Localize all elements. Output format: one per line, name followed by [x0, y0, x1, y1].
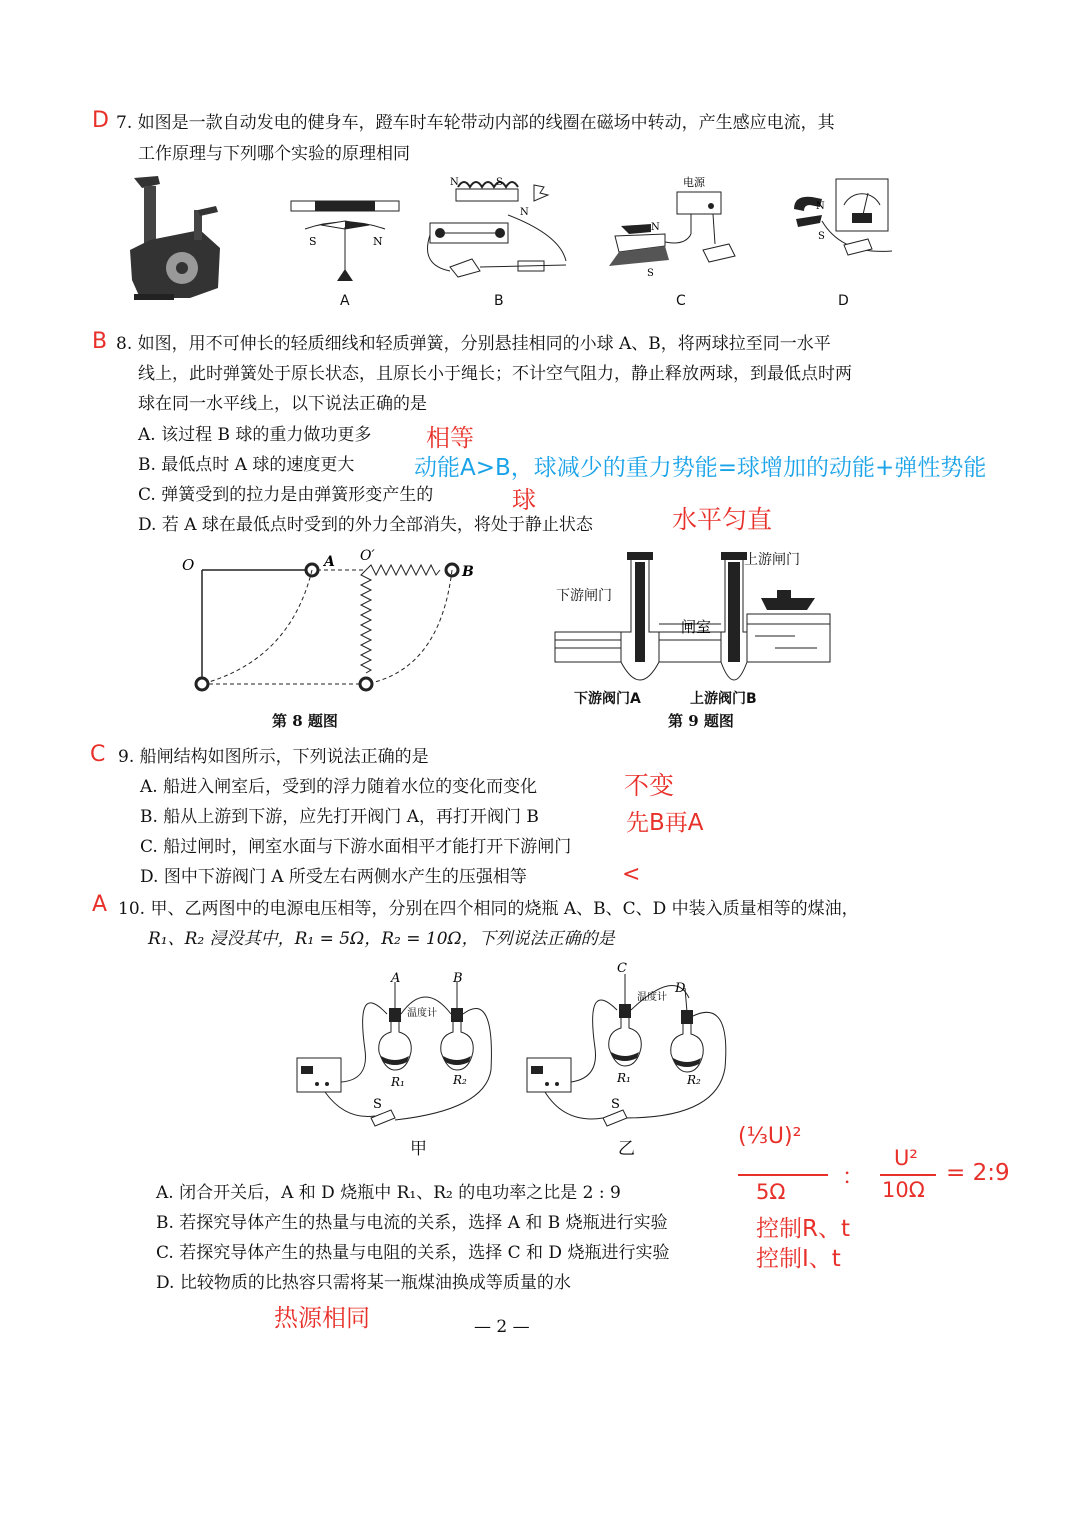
q9-answer: C: [90, 742, 106, 767]
q9-fig-upper-gate-label: 上游闸门: [744, 552, 800, 568]
q8-option-c: C. 弹簧受到的拉力是由弹簧形变产生的: [138, 485, 434, 505]
q9-option-d: D. 图中下游阀门 A 所受左右两侧水产生的压强相等: [140, 867, 527, 887]
q7-c-n-label: N: [651, 222, 660, 233]
q10-formula-colon: ：: [842, 1165, 865, 1190]
q10-formula-bar2: [880, 1174, 936, 1176]
q10-stem-line2: R₁、R₂ 浸没其中，R₁ = 5Ω，R₂ = 10Ω，下列说法正确的是: [148, 929, 615, 949]
q9-fig-lower-gate-label: 下游闸门: [556, 588, 612, 604]
q10-fig-r1-left-label: R₁: [391, 1075, 405, 1089]
q10-formula-result: = 2:9: [946, 1160, 1010, 1186]
q8-note-a: 相等: [426, 424, 474, 452]
q7-b-n2-label: N: [520, 207, 529, 218]
q10-fig-d-label: D: [675, 981, 686, 996]
q10-note-c: 控制I、t: [756, 1246, 841, 1272]
q8-fig-o2-label: O′: [360, 548, 375, 564]
q10-fig-s-right-label: S: [611, 1097, 620, 1112]
q8-note-d: 水平匀直: [672, 505, 773, 534]
q8-stem-line1: 8. 如图，用不可伸长的轻质细线和轻质弹簧，分别悬挂相同的小球 A、B，将两球拉至同一水平: [116, 334, 831, 354]
q10-fig-s-left-label: S: [373, 1097, 382, 1112]
q9-note-a: 不变: [624, 771, 675, 800]
q8-option-a: A. 该过程 B 球的重力做功更多: [138, 425, 372, 445]
q9-figure-caption: 第 9 题图: [668, 712, 734, 730]
q7-answer: D: [92, 108, 109, 133]
q7-stem-line1: 7. 如图是一款自动发电的健身车，蹬车时车轮带动内部的线圈在磁场中转动，产生感应电流，其: [116, 113, 835, 133]
q10-formula-den1: 5Ω: [756, 1180, 786, 1204]
q10-fig-r2-right-label: R₂: [687, 1073, 701, 1087]
exercise-bike-figure: [120, 170, 240, 300]
q10-fig-b-label: B: [453, 971, 463, 986]
q10-fig-r1-right-label: R₁: [617, 1071, 631, 1085]
q10-formula-num1: (⅓U)²: [738, 1124, 802, 1149]
q10-circuit-left: [295, 970, 505, 1130]
q7-figure-c: [605, 172, 740, 287]
q8-figure: [180, 550, 480, 700]
q7-a-s-label: S: [309, 235, 317, 248]
q10-option-b: B. 若探究导体产生的热量与电流的关系，选择 A 和 B 烧瓶进行实验: [156, 1213, 668, 1233]
q8-answer: B: [92, 329, 108, 354]
q8-option-d: D. 若 A 球在最低点时受到的外力全部消失，将处于静止状态: [138, 515, 593, 535]
q7-a-n-label: N: [373, 235, 383, 248]
q7-b-n-label: N: [450, 177, 459, 188]
q9-stem: 9. 船闸结构如图所示，下列说法正确的是: [118, 747, 429, 767]
q7-figure-a-label: A: [340, 293, 350, 309]
q10-stem-line1: 10. 甲、乙两图中的电源电压相等，分别在四个相同的烧瓶 A、B、C、D 中装入质量相等的煤油，: [118, 899, 859, 919]
q9-option-b: B. 船从上游到下游，应先打开阀门 A，再打开阀门 B: [140, 807, 539, 827]
q8-fig-a-label: A: [324, 554, 335, 570]
q9-fig-chamber-label: 闸室: [681, 618, 712, 636]
q7-d-n-label: N: [816, 201, 825, 212]
q7-c-power-label: 电源: [683, 176, 705, 189]
q10-circuit-right: [525, 958, 740, 1128]
q8-fig-b-label: B: [462, 564, 474, 580]
q10-fig-caption-left: 甲: [410, 1139, 427, 1159]
q7-figure-b-label: B: [494, 293, 504, 309]
q9-note-d: <: [622, 862, 641, 887]
q10-option-c: C. 若探究导体产生的热量与电阻的关系，选择 C 和 D 烧瓶进行实验: [156, 1243, 670, 1263]
q8-stem-line2: 线上，此时弹簧处于原长状态，且原长小于绳长；不计空气阻力，静止释放两球，到最低点时两: [138, 364, 852, 384]
q10-option-d: D. 比较物质的比热容只需将某一瓶煤油换成等质量的水: [156, 1273, 571, 1293]
q7-figure-d: [782, 175, 907, 270]
q8-note-b: 动能A>B，球减少的重力势能=球增加的动能+弹性势能: [414, 455, 987, 481]
q9-note-b: 先B再A: [626, 810, 704, 836]
q7-d-s-label: S: [818, 231, 825, 242]
q10-note-d: 热源相同: [274, 1304, 370, 1332]
q7-figure-a: [285, 195, 405, 295]
q7-c-s-label: S: [647, 268, 654, 279]
q10-fig-r2-left-label: R₂: [453, 1073, 467, 1087]
q9-fig-valve-b-label: 上游阀门B: [690, 691, 757, 707]
q10-fig-c-label: C: [617, 961, 627, 976]
q10-fig-thermo-right-label: 温度计: [637, 992, 667, 1003]
q7-figure-b: [420, 175, 570, 290]
q10-formula-num2: U²: [894, 1146, 918, 1170]
q10-note-b: 控制R、t: [756, 1216, 850, 1242]
q7-figure-d-label: D: [838, 293, 849, 309]
q8-stem-line3: 球在同一水平线上，以下说法正确的是: [138, 394, 427, 414]
q9-fig-valve-a-label: 下游阀门A: [574, 691, 641, 707]
q9-figure: [555, 548, 830, 688]
q7-stem-line2: 工作原理与下列哪个实验的原理相同: [138, 144, 410, 164]
q10-fig-caption-right: 乙: [618, 1139, 635, 1159]
q10-formula-den2: 10Ω: [882, 1178, 925, 1202]
q10-formula-bar1: [738, 1174, 828, 1176]
q7-b-s-label: S: [496, 177, 503, 188]
page-number: — 2 —: [474, 1317, 530, 1337]
q7-figure-c-label: C: [676, 293, 686, 309]
q9-option-c: C. 船过闸时，闸室水面与下游水面相平才能打开下游闸门: [140, 837, 572, 857]
q8-fig-o-label: O: [182, 556, 195, 574]
q10-fig-thermo-left-label: 温度计: [407, 1008, 437, 1019]
q10-fig-a-label: A: [391, 971, 401, 986]
q8-option-b: B. 最低点时 A 球的速度更大: [138, 455, 355, 475]
q10-option-a: A. 闭合开关后，A 和 D 烧瓶中 R₁、R₂ 的电功率之比是 2 : 9: [156, 1183, 621, 1203]
q9-option-a: A. 船进入闸室后，受到的浮力随着水位的变化而变化: [140, 777, 538, 797]
q8-note-c: 球: [512, 486, 536, 514]
q10-answer: A: [92, 892, 108, 917]
q8-figure-caption: 第 8 题图: [272, 712, 338, 730]
